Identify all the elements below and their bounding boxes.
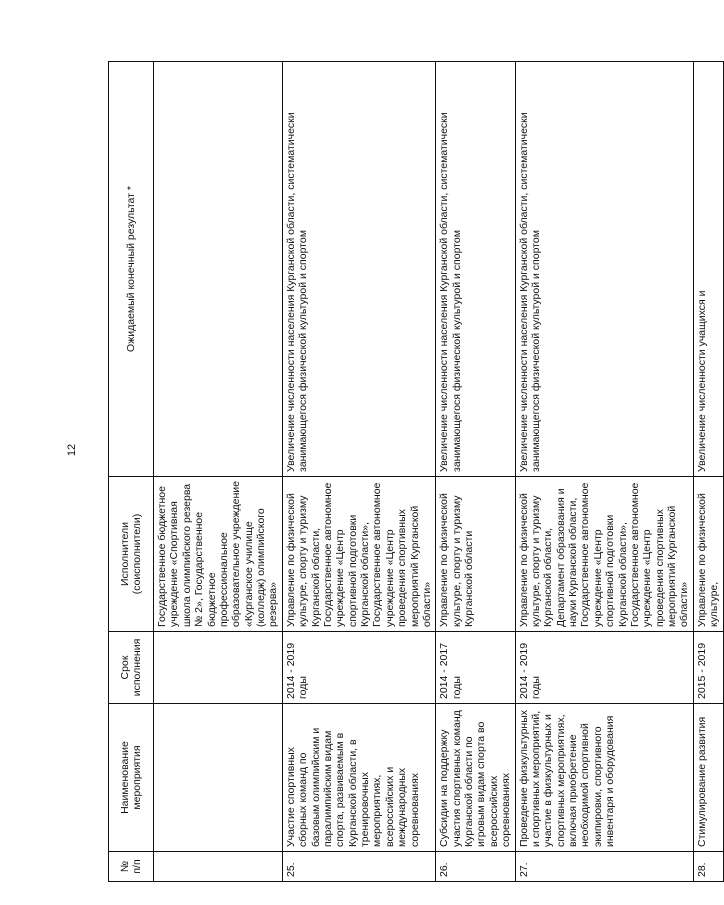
- header-result: Ожидаемый конечный результат *: [109, 62, 154, 477]
- cell-name: Стимулирование развития: [693, 704, 723, 852]
- table-wrapper: [108, 62, 721, 882]
- cell-term: 2014 - 2019 годы: [515, 632, 693, 704]
- cell-result: Увеличение численности населения Курганской области, систематически занимающегося физической культурой и спортом: [282, 62, 436, 477]
- cell-name: Субсидии на поддержку участия спортивных команд Курганской области по игровым видам спорта во всероссийских соревнованиях: [436, 704, 515, 852]
- header-executors: Исполнители (соисполнители): [109, 477, 154, 632]
- cell-executors: Управление по физической культуре, спорту и туризму Курганской области, Государственное автономное учреждение «Центр спортивной подготовки Курганской области», Государственное автономное учреждение «Центр проведения спортивных мероприятий Курганской области»: [282, 477, 436, 632]
- cell-result: Увеличение численности населения Курганской области, систематически занимающегося физической культурой и спортом: [436, 62, 515, 477]
- cell-executors: Управление по физической культуре, спорту и туризму Курганской области: [436, 477, 515, 632]
- cell-result: Увеличение численности населения Курганской области, систематически занимающегося физической культурой и спортом: [515, 62, 693, 477]
- activities-table: [108, 61, 724, 882]
- cell-executors: Управление по физической культуре,: [693, 477, 723, 632]
- page-number: 12: [66, 443, 78, 457]
- cell-name: Участие спортивных сборных команд по базовым олимпийским и паралимпийским видам спорта, развиваемым в Курганской области, в тренировочных мероприятиях, всероссийских и международных соревнованиях: [282, 704, 436, 852]
- cell-num: 25.: [282, 852, 436, 882]
- cell-executors: Государственное бюджетное учреждение «Спортивная школа олимпийского резерва № 2», Государственное бюджетное профессиональное образовательное учреждение «Курганское училище (колледж) олимпийского резерва»: [154, 477, 283, 632]
- header-num: № п/п: [109, 852, 154, 882]
- cell-term: 2014 - 2019 годы: [282, 632, 436, 704]
- cell-term: 2014 - 2017 годы: [436, 632, 515, 704]
- table-row: [515, 62, 693, 882]
- table-row: [282, 62, 436, 882]
- cell-executors: Управление по физической культуре, спорту и туризму Курганской области, Департамент образования и науки Курганской области, Государственное автономное учреждение «Центр спортивной подготовки Курганской области», Государственное автономное учреждение «Центр проведения спортивных мероприятий Курганской области»: [515, 477, 693, 632]
- table-row: [154, 62, 283, 882]
- cell-num: 28.: [693, 852, 723, 882]
- cell-num: [154, 852, 283, 882]
- cell-num: 26.: [436, 852, 515, 882]
- rotated-table-container: [108, 62, 721, 882]
- cell-name: [154, 704, 283, 852]
- cell-num: 27.: [515, 852, 693, 882]
- cell-term: [154, 632, 283, 704]
- table-row: [693, 62, 723, 882]
- cell-name: Проведение физкультурных и спортивных мероприятий, участие в физкультурных и спортивных мероприятиях, включая приобретение необходимой спортивной экипировки, спортивного инвентаря и оборудования: [515, 704, 693, 852]
- table-row: [436, 62, 515, 882]
- cell-result: Увеличение численности учащихся и: [693, 62, 723, 477]
- header-term: Срок исполнения: [109, 632, 154, 704]
- cell-term: 2015 - 2019: [693, 632, 723, 704]
- header-name: Наименование мероприятия: [109, 704, 154, 852]
- table-header-row: [109, 62, 154, 882]
- cell-result: [154, 62, 283, 477]
